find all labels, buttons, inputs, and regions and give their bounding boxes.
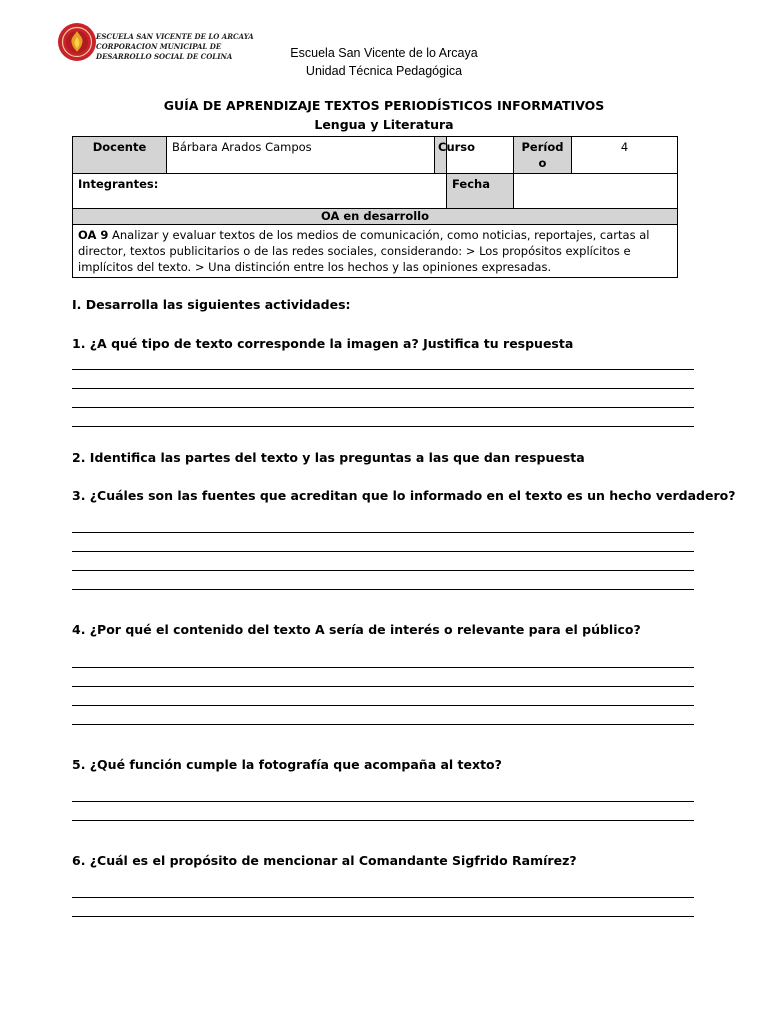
oa-text: Analizar y evaluar textos de los medios de comunicación, como noticias, reportajes, cartas al director, textos publicitarios o de las redes sociales, considerando: > Los propósitos explícitos e implícitos del texto. > Una distinción entre los hechos y las opiniones expresadas.: [78, 228, 650, 274]
school-name: Escuela San Vicente de lo Arcaya: [290, 46, 478, 60]
logo-line: ESCUELA SAN VICENTE DE LO ARCAYA: [96, 32, 254, 41]
docente-label: Docente: [73, 137, 167, 174]
curso-label: Curso: [438, 140, 476, 154]
answer-line[interactable]: [72, 589, 694, 590]
question-2: 2. Identifica las partes del texto y las preguntas a las que dan respuesta: [72, 450, 585, 465]
logo-line: CORPORACION MUNICIPAL DE: [96, 42, 222, 51]
answer-line[interactable]: [72, 388, 694, 389]
answer-line[interactable]: [72, 801, 694, 802]
logo-line: DESARROLLO SOCIAL DE COLINA: [96, 52, 233, 61]
question-3: 3. ¿Cuáles son las fuentes que acreditan que lo informado en el texto es un hecho verdadero?: [72, 488, 736, 503]
answer-line[interactable]: [72, 705, 694, 706]
integrantes-label[interactable]: Integrantes:: [73, 174, 447, 209]
oa-description: [73, 225, 678, 278]
periodo-label-text: Períod o: [521, 140, 564, 170]
question-4: 4. ¿Por qué el contenido del texto A sería de interés o relevante para el público?: [72, 622, 641, 637]
oa-header: OA en desarrollo: [73, 209, 678, 225]
periodo-label: [514, 137, 572, 174]
question-5: 5. ¿Qué función cumple la fotografía que acompaña al texto?: [72, 757, 502, 772]
question-6: 6. ¿Cuál es el propósito de mencionar al Comandante Sigfrido Ramírez?: [72, 853, 577, 868]
school-unit: Unidad Técnica Pedagógica: [305, 64, 463, 78]
answer-line[interactable]: [72, 426, 694, 427]
question-1: 1. ¿A qué tipo de texto corresponde la imagen a? Justifica tu respuesta: [72, 336, 574, 351]
periodo-value[interactable]: 4: [572, 137, 678, 174]
docente-value[interactable]: Bárbara Arados Campos: [167, 137, 435, 174]
fecha-label: Fecha: [447, 174, 514, 209]
oa-code: OA 9: [78, 228, 109, 242]
answer-line[interactable]: [72, 897, 694, 898]
answer-line[interactable]: [72, 820, 694, 821]
answer-line[interactable]: [72, 570, 694, 571]
answer-line[interactable]: [72, 724, 694, 725]
answer-line[interactable]: [72, 532, 694, 533]
worksheet-subject: Lengua y Literatura: [314, 117, 454, 132]
worksheet-title: GUÍA DE APRENDIZAJE TEXTOS PERIODÍSTICOS INFORMATIVOS: [163, 98, 605, 113]
answer-line[interactable]: [72, 369, 694, 370]
answer-line[interactable]: [72, 667, 694, 668]
answer-line[interactable]: [72, 916, 694, 917]
info-table: [72, 136, 678, 278]
answer-line[interactable]: [72, 407, 694, 408]
curso-label-cell: [435, 137, 476, 174]
answer-line[interactable]: [72, 551, 694, 552]
activities-intro: I. Desarrolla las siguientes actividades:: [72, 297, 351, 312]
answer-line[interactable]: [72, 686, 694, 687]
fecha-value[interactable]: [514, 174, 678, 209]
